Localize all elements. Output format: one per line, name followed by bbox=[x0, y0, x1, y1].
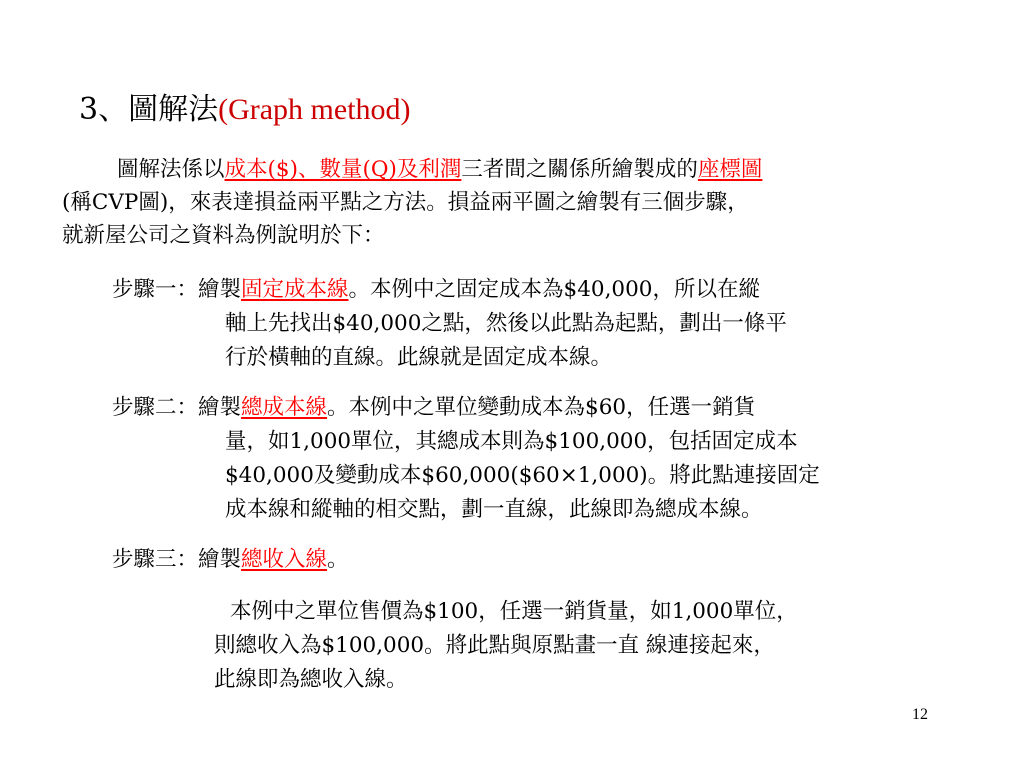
highlight-coordinate-graph: 座標圖 bbox=[697, 157, 763, 182]
intro-line-1 bbox=[117, 155, 762, 185]
intro-line-2: (稱CVP圖)，來表達損益兩平點之方法。損益兩平圖之繪製有三個步驟， bbox=[62, 190, 749, 215]
step1-text: 。本例中之固定成本為$40,000，所以在縱 bbox=[348, 277, 760, 302]
step3-verb: 繪製 bbox=[198, 547, 242, 572]
step2-verb: 繪製 bbox=[198, 395, 242, 420]
step1-line-2: 軸上先找出$40,000之點，然後以此點為起點，劃出一條平 bbox=[225, 311, 787, 336]
step3-para-line-2: 則總收入為$100,000。將此點與原點畫一直 線連接起來， bbox=[214, 633, 775, 658]
step1-line-1 bbox=[112, 275, 760, 305]
title-prefix: 3、圖解法 bbox=[79, 92, 219, 127]
step2-line-2: 量，如1,000單位，其總成本則為$100,000，包括固定成本 bbox=[225, 429, 798, 454]
slide-title bbox=[79, 88, 411, 132]
step1-label: 步驟一： bbox=[112, 277, 199, 302]
intro-text: 圖解法係以 bbox=[117, 157, 225, 182]
page-number: 12 bbox=[912, 706, 928, 723]
step3-para-line-1: 本例中之單位售價為$100，任選一銷貨量，如1,000單位， bbox=[230, 599, 798, 624]
highlight-cost-quantity-profit: 成本($)、數量(Q)及利潤 bbox=[224, 157, 462, 182]
title-english: (Graph method) bbox=[218, 93, 411, 126]
step3-para-line-3: 此線即為總收入線。 bbox=[214, 667, 408, 692]
highlight-fixed-cost-line: 固定成本線 bbox=[241, 277, 349, 302]
intro-line-3: 就新屋公司之資料為例說明於下： bbox=[62, 223, 385, 248]
step2-line-1 bbox=[112, 393, 755, 423]
highlight-total-cost-line: 總成本線 bbox=[241, 395, 328, 420]
step1-verb: 繪製 bbox=[198, 277, 242, 302]
intro-text: 三者間之關係所繪製成的 bbox=[461, 157, 698, 182]
step1-line-3: 行於橫軸的直線。此線就是固定成本線。 bbox=[225, 345, 613, 370]
step2-label: 步驟二： bbox=[112, 395, 199, 420]
step2-line-3: $40,000及變動成本$60,000($60×1,000)。將此點連接固定 bbox=[225, 463, 820, 488]
step3-line-1 bbox=[112, 545, 349, 575]
highlight-total-revenue-line: 總收入線 bbox=[241, 547, 328, 572]
step3-text: 。 bbox=[327, 547, 349, 572]
step3-label: 步驟三： bbox=[112, 547, 199, 572]
step2-line-4: 成本線和縱軸的相交點，劃一直線，此線即為總成本線。 bbox=[225, 497, 763, 522]
step2-text: 。本例中之單位變動成本為$60，任選一銷貨 bbox=[327, 395, 756, 420]
